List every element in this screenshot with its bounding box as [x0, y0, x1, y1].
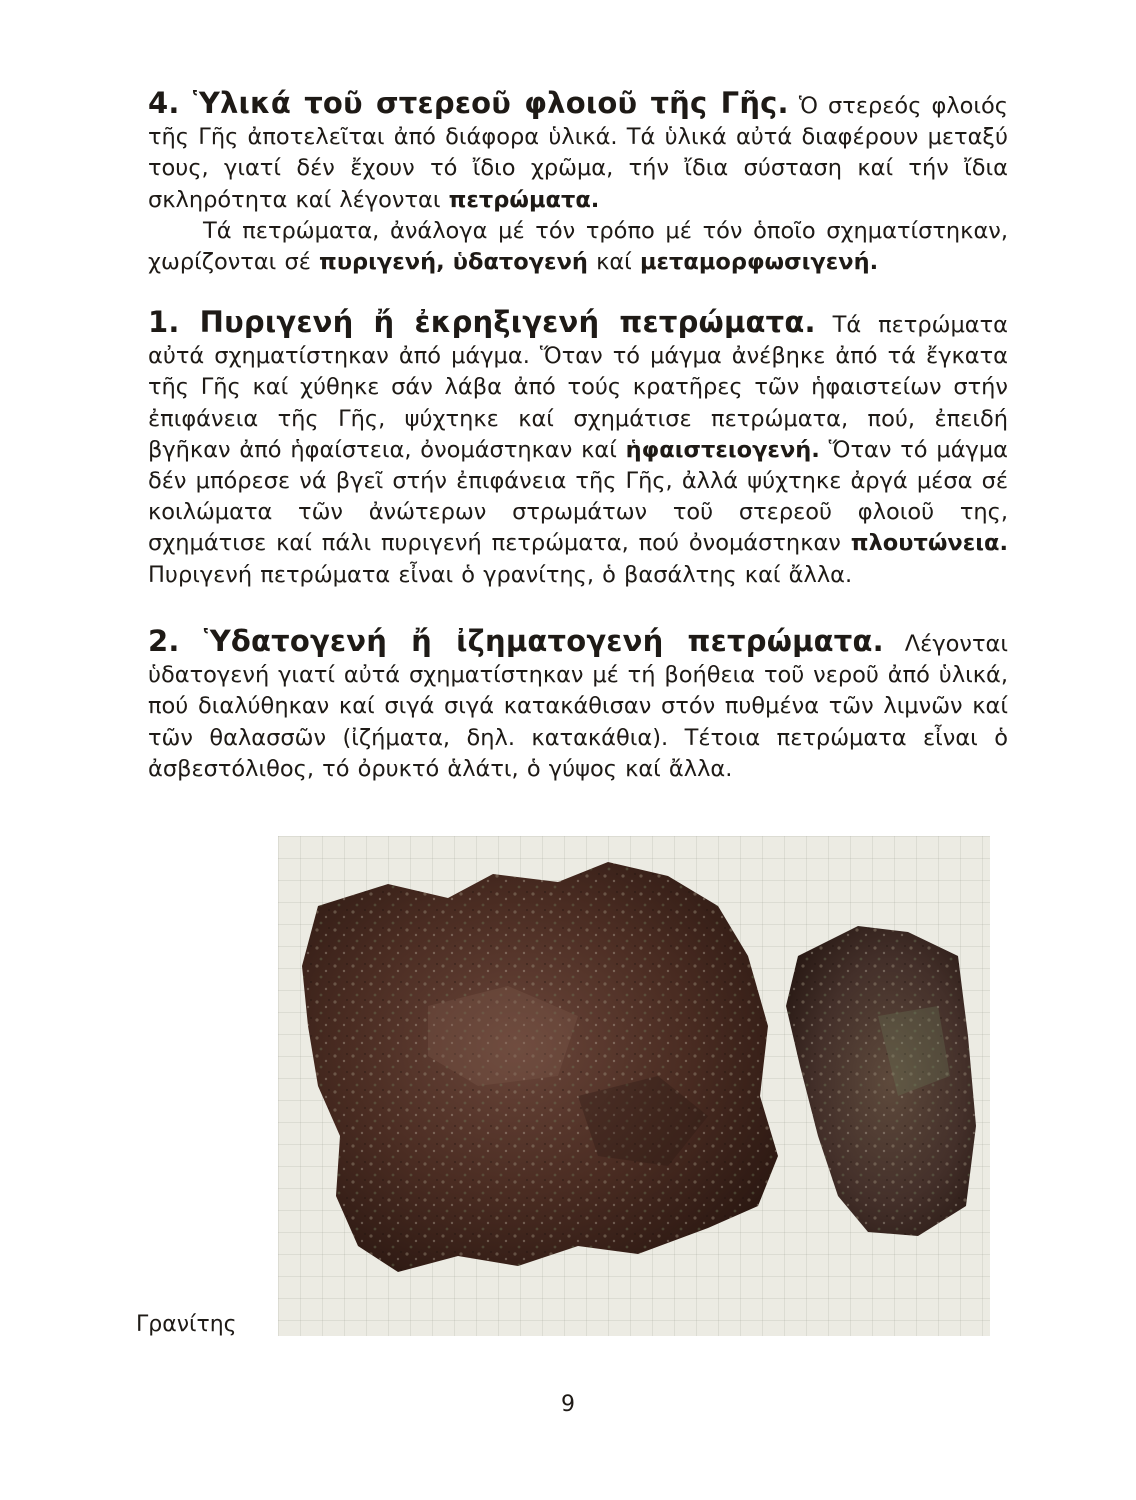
section-1-paragraph: 1. Πυριγενή ἤ ἐκρηξιγενή πετρώματα. Τά πετρώματα αὐτά σχηματίστηκαν ἀπό μάγμα. Ὅταν τό μάγμα ἀνέβηκε ἀπό τά ἔγκατα τῆς Γῆς καί χύθηκε σάν λάβα ἀπό τούς κρατῆρες τῶν ἡφαιστείων στήν ἐπιφάνεια τῆς Γῆς, ψύχτηκε καί σχημάτισε πετρώματα, πού, ἐπειδή βγῆκαν ἀπό ἡφαίστεια, ὀνομάστηκαν καί ἡφαιστειογενή. Ὅταν τό μάγμα δέν μπόρεσε νά βγεῖ στήν ἐπιφάνεια τῆς Γῆς, ἀλλά ψύχτηκε ἀργά μέσα σέ κοιλώματα τῶν ἀνώτερων στρωμάτων τοῦ στερεοῦ φλοιοῦ της, σχημάτισε καί πάλι πυριγενή πετρώματα, πού ὀνομάστηκαν πλουτώνεια. Πυριγενή πετρώματα εἶναι ὁ γρανίτης, ὁ βασάλτης καί ἄλλα.: [148, 305, 1008, 588]
small-granite-rock: [786, 926, 976, 1236]
large-granite-rock: [302, 862, 778, 1272]
section-4-paragraph-1: 4. Ὑλικά τοῦ στερεοῦ φλοιοῦ τῆς Γῆς. Ὁ στερεός φλοιός τῆς Γῆς ἀποτελεῖται ἀπό διάφορα ὑλικά. Τά ὑλικά αὐτά διαφέρουν μεταξύ τους, γιατί δέν ἔχουν τό ἴδιο χρῶμα, τήν ἴδια σύσταση καί τήν ἴδια σκληρότητα καί λέγονται πετρώματα.: [148, 86, 1008, 213]
section-4-heading: 4. Ὑλικά τοῦ στερεοῦ φλοιοῦ τῆς Γῆς.: [148, 86, 789, 120]
section-2-heading: 2. Ὑδατογενή ἤ ἰζηματογενή πετρώματα.: [148, 624, 884, 658]
section-1: [148, 307, 1008, 591]
section-2: [148, 626, 1008, 785]
section-4-paragraph-2: Τά πετρώματα, ἀνάλογα μέ τόν τρόπο μέ τόν ὁποῖο σχηματίστηκαν, χωρίζονται σέ πυριγενή, ὑδατογενή καί μεταμορφωσιγενή.: [148, 217, 1008, 276]
section-2-paragraph: 2. Ὑδατογενή ἤ ἰζηματογενή πετρώματα. Λέγονται ὑδατογενή γιατί αὐτά σχηματίστηκαν μέ τή βοήθεια τοῦ νεροῦ ἀπό ὑλικά, πού διαλύθηκαν καί σιγά σιγά κατακάθισαν στόν πυθμένα τῶν λιμνῶν καί τῶν θαλασσῶν (ἰζήματα, δηλ. κατακάθια). Τέτοια πετρώματα εἶναι ὁ ἀσβεστόλιθος, τό ὀρυκτό ἁλάτι, ὁ γύψος καί ἄλλα.: [148, 624, 1008, 782]
section-1-heading: 1. Πυριγενή ἤ ἐκρηξιγενή πετρώματα.: [148, 305, 816, 339]
granite-rocks-illustration: [278, 836, 990, 1336]
granite-photo: [278, 836, 990, 1336]
figure-caption: Γρανίτης: [136, 1312, 237, 1337]
section-4: [148, 88, 1008, 278]
page-number: 9: [561, 1392, 575, 1417]
